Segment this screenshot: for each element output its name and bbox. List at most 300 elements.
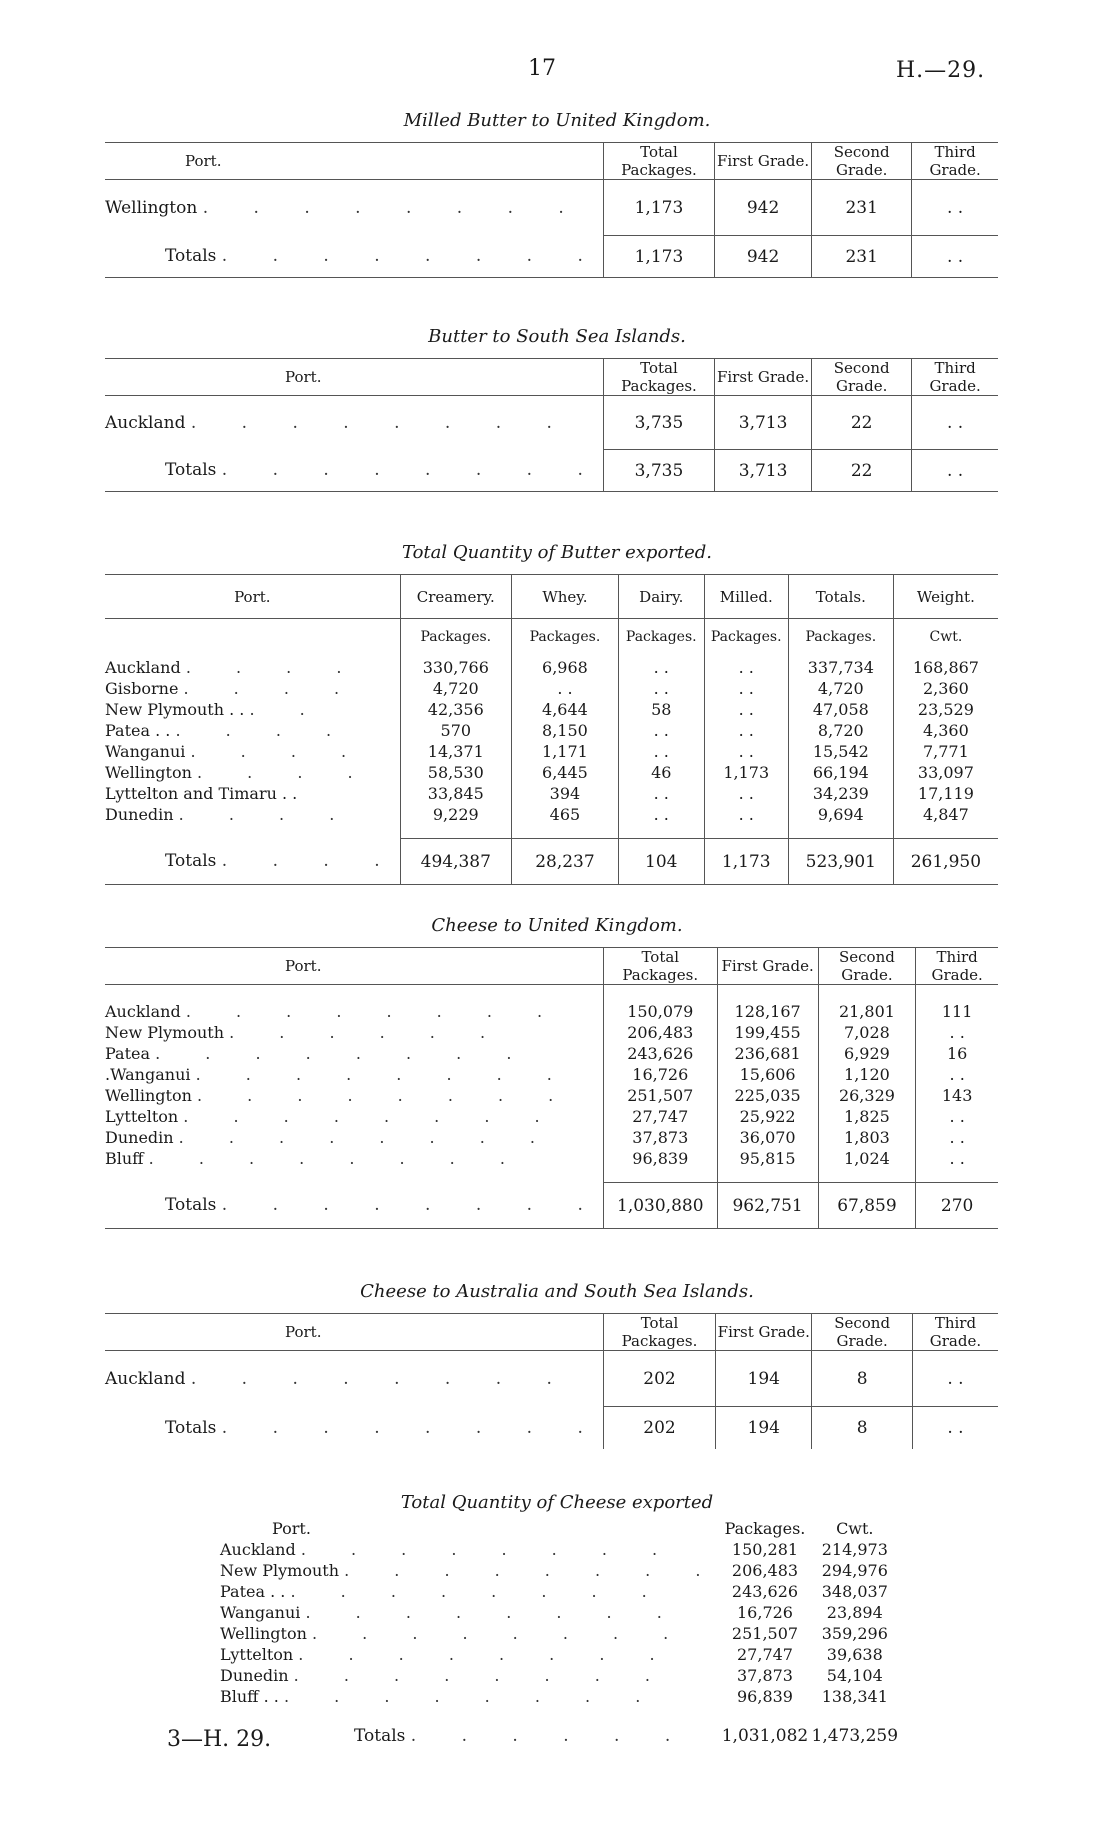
leader-dots: . . . . . . . . [178, 1127, 555, 1147]
whey: . . [511, 678, 618, 699]
leader-dots: . . [249, 699, 325, 719]
port-name: Wellington [105, 1085, 192, 1105]
packages: 96,839 [737, 1687, 793, 1706]
third-grade: . . [912, 450, 998, 492]
total-packages: 251,507 [603, 1085, 717, 1106]
port-name: New Plymouth . . [105, 699, 245, 719]
butter-ssi-table [105, 358, 998, 492]
header-port: Port. [285, 1323, 322, 1341]
second-grade: 26,329 [818, 1085, 916, 1106]
packages: 150,281 [731, 1540, 799, 1559]
unit-weight: Cwt. [893, 619, 998, 657]
leader-dots: . . . . [185, 657, 362, 677]
port-cell [220, 1602, 720, 1623]
dairy: 58 [618, 699, 704, 720]
leader-dots: . . . . . . . . [195, 1064, 572, 1084]
milled: . . [704, 720, 788, 741]
totals: 9,694 [788, 804, 893, 825]
creamery: 14,371 [400, 741, 511, 762]
port-name: Bluff . . [220, 1687, 279, 1706]
cwt: 294,976 [821, 1561, 888, 1580]
table-row [105, 1085, 998, 1106]
third-grade: . . [916, 1064, 998, 1085]
table-row [105, 1064, 998, 1085]
port-name: Auckland [220, 1540, 296, 1559]
leader-dots: . . . . . . [229, 1022, 506, 1042]
second-grade: 231 [812, 236, 912, 278]
second-grade: 1,825 [818, 1106, 916, 1127]
totals: 66,194 [788, 762, 893, 783]
creamery: 9,229 [400, 804, 511, 825]
header-second-grade: Second Grade. [812, 1314, 912, 1351]
header-second-grade: Second Grade. [812, 143, 912, 180]
header-whey: Whey. [511, 575, 618, 619]
first-grade: 3,713 [715, 450, 812, 492]
second-grade: 7,028 [818, 1022, 916, 1043]
packages: 251,507 [731, 1624, 799, 1643]
third-grade: . . [912, 1407, 998, 1449]
total-packages: 150,079 [603, 1001, 717, 1022]
dairy: . . [618, 783, 704, 804]
whey: 1,171 [511, 741, 618, 762]
weight: 2,360 [893, 678, 998, 699]
cwt: 359,296 [821, 1624, 888, 1643]
dairy: . . [618, 678, 704, 699]
leader-dots: . . . . . . . . [293, 1666, 670, 1685]
port-name: Bluff [105, 1148, 144, 1168]
creamery: 330,766 [400, 657, 511, 678]
footer-reference: 3—H. 29. [167, 1727, 272, 1752]
total-packages: 3,735 [603, 450, 714, 492]
port-name: .Wanganui [105, 1064, 191, 1084]
port-name: Wanganui [105, 741, 186, 761]
table-row [105, 1043, 998, 1064]
table-row [105, 1127, 998, 1148]
cheese-total-table [220, 1518, 900, 1753]
packages: 1,031,082 [721, 1726, 809, 1746]
leader-dots: . . . . . . . . [185, 1001, 563, 1021]
port-cell [105, 1022, 603, 1043]
header-total-packages: Total Packages. [603, 1314, 715, 1351]
leader-dots: . . . . [183, 678, 360, 698]
milled: . . [704, 678, 788, 699]
leader-dots: . . . . . . . . [283, 1687, 661, 1706]
dairy: . . [618, 720, 704, 741]
header-totals: Totals. [788, 575, 893, 619]
third-grade: . . [912, 396, 998, 450]
whey: 394 [511, 783, 618, 804]
header-dairy: Dairy. [618, 575, 704, 619]
header-creamery: Creamery. [400, 575, 511, 619]
totals: 8,720 [788, 720, 893, 741]
header-cwt: Cwt. [836, 1519, 874, 1538]
cheese-uk-table [105, 947, 998, 1229]
port-cell [220, 1665, 720, 1686]
header-packages: Packages. [724, 1519, 806, 1538]
cheese-total-title: Total Quantity of Cheese exported [400, 1492, 714, 1513]
header-second-grade: Second Grade. [812, 359, 912, 396]
dairy: . . [618, 657, 704, 678]
port-cell [105, 783, 400, 804]
total-packages: 206,483 [603, 1022, 717, 1043]
packages: 27,747 [737, 1645, 793, 1664]
totals: 34,239 [788, 783, 893, 804]
header-milled: Milled. [704, 575, 788, 619]
cwt: 39,638 [826, 1645, 883, 1664]
second-grade: 6,929 [818, 1043, 916, 1064]
port-cell [105, 1127, 603, 1148]
table-row [220, 1686, 900, 1707]
port-cell [105, 1043, 603, 1064]
leader-dots: . . . . . . . . [221, 1195, 603, 1216]
table-row [105, 804, 998, 825]
weight: 168,867 [893, 657, 998, 678]
port-cell [220, 1686, 720, 1707]
creamery: 4,720 [400, 678, 511, 699]
leader-dots: . . . . . . . . [311, 1624, 689, 1643]
first-grade: 3,713 [715, 396, 812, 450]
port-name: Auckland [105, 412, 186, 433]
port-cell [105, 804, 400, 825]
cheese-aus-table [105, 1313, 998, 1449]
dairy: . . [618, 804, 704, 825]
port-cell [220, 1581, 720, 1602]
port-name: Auckland [105, 657, 181, 677]
leader-dots: . . . . . . . . [202, 197, 584, 218]
milled: . . [704, 657, 788, 678]
table-row [105, 1148, 998, 1169]
totals-row [105, 1407, 998, 1449]
totals: 47,058 [788, 699, 893, 720]
second-grade: 8 [812, 1407, 912, 1449]
table-row [105, 1001, 998, 1022]
port-name: Auckland [105, 1001, 181, 1021]
second-grade: 1,803 [818, 1127, 916, 1148]
port-name: Auckland [105, 1368, 186, 1389]
table-row [105, 180, 998, 236]
third-grade: . . [916, 1022, 998, 1043]
header-third-grade: Third Grade. [912, 143, 998, 180]
document-reference: H.—29. [896, 58, 986, 83]
unit-whey: Packages. [511, 619, 618, 657]
totals-row [105, 236, 998, 278]
butter-total-table [105, 574, 998, 885]
table-row [105, 783, 998, 804]
total-packages: 3,735 [603, 396, 714, 450]
third-grade: . . [912, 180, 998, 236]
table-header [105, 575, 998, 619]
totals-row [105, 839, 998, 885]
packages: 243,626 [731, 1582, 799, 1601]
creamery: 494,387 [400, 839, 511, 885]
leader-dots: . . . . [175, 720, 352, 740]
table-row [105, 657, 998, 678]
leader-dots: . . . . . . [410, 1726, 691, 1746]
cheese-aus-title: Cheese to Australia and South Sea Islands. [360, 1281, 754, 1302]
milled: . . [704, 783, 788, 804]
totals-row [105, 1183, 998, 1229]
weight: 4,360 [893, 720, 998, 741]
total-packages: 243,626 [603, 1043, 717, 1064]
packages: 206,483 [731, 1561, 799, 1580]
total-packages: 202 [603, 1407, 715, 1449]
header-weight: Weight. [893, 575, 998, 619]
port-cell [105, 1148, 603, 1169]
total-packages: 202 [603, 1351, 715, 1407]
leader-dots: . . . . [221, 851, 400, 872]
header-total-packages: Total Packages. [603, 143, 714, 180]
weight: 261,950 [893, 839, 998, 885]
weight: 7,771 [893, 741, 998, 762]
third-grade: 143 [916, 1085, 998, 1106]
third-grade: 111 [916, 1001, 998, 1022]
leader-dots: . . . . . . . . [190, 412, 572, 433]
milled: 1,173 [704, 839, 788, 885]
header-port: Port. [285, 368, 322, 386]
first-grade: 962,751 [717, 1183, 818, 1229]
leader-dots: . . . . . . . . [196, 1085, 574, 1105]
third-grade: . . [912, 1351, 998, 1407]
cwt: 138,341 [821, 1687, 888, 1706]
leader-dots: . . . . [190, 741, 367, 761]
totals-label: Totals [354, 1726, 406, 1746]
milled: 1,173 [704, 762, 788, 783]
port-name: Patea . . [105, 720, 171, 740]
port-name: New Plymouth [220, 1561, 340, 1580]
unit-milled: Packages. [704, 619, 788, 657]
table-header [105, 1314, 998, 1351]
port-cell [220, 1644, 720, 1665]
port-cell [105, 699, 400, 720]
second-grade: 1,024 [818, 1148, 916, 1169]
first-grade: 942 [715, 236, 812, 278]
table-row [105, 741, 998, 762]
table-row [105, 1106, 998, 1127]
whey: 6,445 [511, 762, 618, 783]
units-row [105, 619, 998, 657]
table-row [220, 1581, 900, 1602]
milled-butter-uk-title: Milled Butter to United Kingdom. [403, 110, 711, 131]
first-grade: 15,606 [717, 1064, 818, 1085]
second-grade: 21,801 [818, 1001, 916, 1022]
milled: . . [704, 741, 788, 762]
header-first-grade: First Grade. [715, 143, 812, 180]
weight: 33,097 [893, 762, 998, 783]
totals: 4,720 [788, 678, 893, 699]
header-total-packages: Total Packages. [603, 359, 714, 396]
port-cell [105, 1106, 603, 1127]
port-cell [105, 1085, 603, 1106]
table-header [105, 359, 998, 396]
first-grade: 225,035 [717, 1085, 818, 1106]
port-name: Dunedin [105, 804, 174, 824]
leader-dots: . . . . [196, 762, 373, 782]
dairy: 104 [618, 839, 704, 885]
port-cell [105, 657, 400, 678]
totals-label: Totals [165, 1417, 217, 1438]
table-row [105, 720, 998, 741]
port-name: Wellington [105, 762, 192, 782]
total-packages: 96,839 [603, 1148, 717, 1169]
port-name: Dunedin [220, 1666, 289, 1685]
port-name: Lyttelton [220, 1645, 294, 1664]
total-packages: 16,726 [603, 1064, 717, 1085]
header-third-grade: Third Grade. [916, 948, 998, 985]
port-name: Dunedin [105, 1127, 174, 1147]
first-grade: 36,070 [717, 1127, 818, 1148]
page-number: 17 [528, 56, 556, 81]
table-row [220, 1623, 900, 1644]
leader-dots: . . . . . . . . [300, 1540, 678, 1559]
unit-dairy: Packages. [618, 619, 704, 657]
weight: 4,847 [893, 804, 998, 825]
header-third-grade: Third Grade. [912, 359, 998, 396]
butter-total-title: Total Quantity of Butter exported. [401, 542, 713, 563]
packages: 16,726 [737, 1603, 793, 1622]
third-grade: . . [912, 236, 998, 278]
port-cell [105, 1064, 603, 1085]
totals: 337,734 [788, 657, 893, 678]
creamery: 33,845 [400, 783, 511, 804]
leader-dots: . . . . . . . . [148, 1148, 525, 1168]
totals: 523,901 [788, 839, 893, 885]
first-grade: 95,815 [717, 1148, 818, 1169]
port-name: Patea . . [220, 1582, 286, 1601]
whey: 6,968 [511, 657, 618, 678]
first-grade: 128,167 [717, 1001, 818, 1022]
unit-creamery: Packages. [400, 619, 511, 657]
first-grade: 194 [716, 1351, 812, 1407]
second-grade: 67,859 [818, 1183, 916, 1229]
table-row [220, 1539, 900, 1560]
total-packages: 27,747 [603, 1106, 717, 1127]
totals-label: Totals [165, 1195, 217, 1216]
table-row [105, 762, 998, 783]
cwt: 1,473,259 [811, 1726, 899, 1746]
whey: 28,237 [511, 839, 618, 885]
creamery: 42,356 [400, 699, 511, 720]
third-grade: 16 [916, 1043, 998, 1064]
milled: . . [704, 804, 788, 825]
third-grade: . . [916, 1106, 998, 1127]
whey: 465 [511, 804, 618, 825]
port-cell [220, 1539, 720, 1560]
whey: 8,150 [511, 720, 618, 741]
cwt: 23,894 [826, 1603, 883, 1622]
first-grade: 942 [715, 180, 812, 236]
weight: 17,119 [893, 783, 998, 804]
port-name: Lyttelton [105, 1106, 179, 1126]
totals: 15,542 [788, 741, 893, 762]
third-grade: . . [916, 1148, 998, 1169]
totals-label: Totals [165, 851, 217, 872]
leader-dots: . . . . . . . . [221, 460, 603, 481]
totals-row [220, 1719, 900, 1753]
port-name: New Plymouth [105, 1022, 225, 1042]
table-header [105, 948, 998, 985]
table-row [220, 1560, 900, 1581]
cwt: 54,104 [826, 1666, 883, 1685]
weight: 23,529 [893, 699, 998, 720]
header-first-grade: First Grade. [715, 359, 812, 396]
leader-dots: . . . . . . . . [344, 1561, 721, 1580]
totals-label: Totals [165, 246, 217, 267]
leader-dots: . . . . . . . . [298, 1645, 675, 1664]
header-port: Port. [285, 957, 322, 975]
header-first-grade: First Grade. [717, 948, 818, 985]
cheese-uk-title: Cheese to United Kingdom. [431, 915, 683, 936]
table-row [220, 1602, 900, 1623]
packages: 37,873 [737, 1666, 793, 1685]
second-grade: 231 [812, 180, 912, 236]
port-cell [220, 1560, 720, 1581]
total-packages: 1,173 [603, 236, 714, 278]
third-grade: 270 [916, 1183, 998, 1229]
leader-dots: . . . . . . . . [290, 1582, 667, 1601]
cwt: 348,037 [821, 1582, 888, 1601]
port-name: Wellington [220, 1624, 307, 1643]
butter-ssi-title: Butter to South Sea Islands. [428, 326, 686, 347]
creamery: 570 [400, 720, 511, 741]
total-packages: 1,173 [603, 180, 714, 236]
header-port: Port. [234, 587, 271, 606]
header-port: Port. [272, 1519, 311, 1538]
header-second-grade: Second Grade. [818, 948, 916, 985]
leader-dots: . . . . . . . . [305, 1603, 682, 1622]
total-packages: 37,873 [603, 1127, 717, 1148]
third-grade: . . [916, 1127, 998, 1148]
leader-dots: . . . . . . . . [183, 1106, 560, 1126]
port-cell [105, 720, 400, 741]
header-total-packages: Total Packages. [603, 948, 717, 985]
first-grade: 194 [716, 1407, 812, 1449]
leader-dots: . . . . . . . . [155, 1043, 532, 1063]
port-cell [105, 1001, 603, 1022]
unit-totals: Packages. [788, 619, 893, 657]
first-grade: 25,922 [717, 1106, 818, 1127]
port-cell [105, 678, 400, 699]
port-cell [220, 1623, 720, 1644]
port-name: Wellington [105, 197, 198, 218]
totals-row [105, 450, 998, 492]
table-row [220, 1665, 900, 1686]
leader-dots: . . . . . . . . [221, 1417, 603, 1438]
first-grade: 236,681 [717, 1043, 818, 1064]
table-header [220, 1518, 900, 1539]
table-row [105, 1022, 998, 1043]
port-name: Gisborne [105, 678, 179, 698]
table-row [105, 396, 998, 450]
second-grade: 1,120 [818, 1064, 916, 1085]
totals-label: Totals [165, 460, 217, 481]
table-row [105, 699, 998, 720]
leader-dots: . . . . . . . . [190, 1368, 572, 1389]
port-cell [105, 762, 400, 783]
milled: . . [704, 699, 788, 720]
second-grade: 22 [812, 396, 912, 450]
first-grade: 199,455 [717, 1022, 818, 1043]
total-packages: 1,030,880 [603, 1183, 717, 1229]
leader-dots: . . . . . . . . [221, 246, 603, 267]
creamery: 58,530 [400, 762, 511, 783]
port-name: Wanganui [220, 1603, 301, 1622]
header-port: Port. [185, 152, 222, 170]
header-third-grade: Third Grade. [912, 1314, 998, 1351]
port-name: Patea [105, 1043, 151, 1063]
second-grade: 8 [812, 1351, 912, 1407]
second-grade: 22 [812, 450, 912, 492]
dairy: 46 [618, 762, 704, 783]
